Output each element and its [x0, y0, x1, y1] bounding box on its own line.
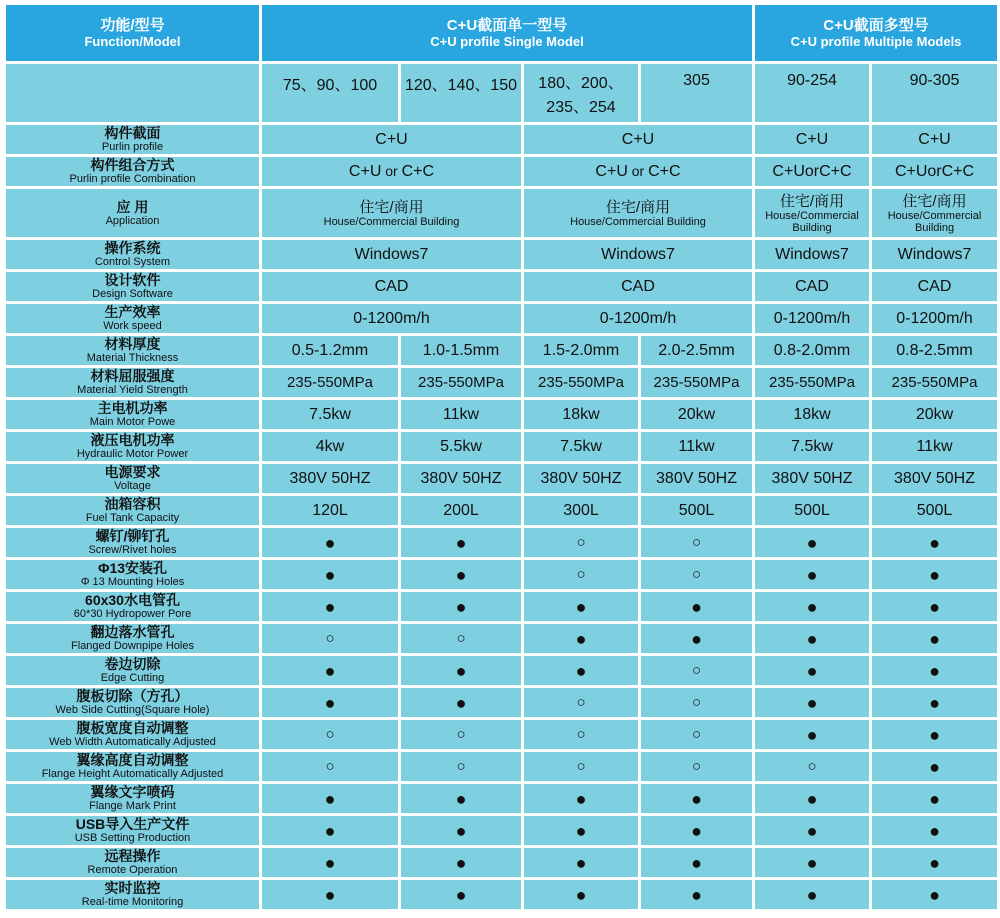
- value-cell: 4kw: [262, 432, 398, 461]
- value-cell: [872, 189, 997, 237]
- feature-row: [6, 848, 997, 877]
- row-label: [6, 560, 259, 589]
- filled-dot-icon: ●: [262, 560, 398, 589]
- function-model-cn: 功能/型号: [100, 17, 165, 34]
- filled-dot-icon: ●: [872, 784, 997, 813]
- value-cell: 2.0-2.5mm: [641, 336, 752, 365]
- filled-dot-icon: ●: [872, 720, 997, 749]
- models-row: [6, 64, 997, 122]
- label-en: Material Yield Strength: [77, 384, 188, 396]
- filled-dot-icon: ●: [262, 688, 398, 717]
- row-label: [6, 336, 259, 365]
- row-label: [6, 304, 259, 333]
- label-en: Purlin profile Combination: [69, 173, 196, 185]
- label-en: Flange Mark Print: [89, 800, 176, 812]
- label-cn: 生产效率: [104, 304, 161, 320]
- value-cell: 380V 50HZ: [401, 464, 521, 493]
- filled-dot-icon: ●: [524, 816, 638, 845]
- filled-dot-icon: ●: [401, 816, 521, 845]
- value-cn: 住宅/商用: [359, 198, 424, 216]
- spec-row-thickness: [6, 336, 997, 365]
- single-model-en: C+U profile Single Model: [430, 34, 584, 49]
- row-label: [6, 272, 259, 301]
- value-cell: 500L: [755, 496, 869, 525]
- filled-dot-icon: ●: [755, 880, 869, 909]
- value-cell: 235-550MPa: [872, 368, 997, 397]
- value-cell: 5.5kw: [401, 432, 521, 461]
- value-cell: 18kw: [524, 400, 638, 429]
- filled-dot-icon: ●: [755, 528, 869, 557]
- filled-dot-icon: ●: [872, 560, 997, 589]
- filled-dot-icon: ●: [872, 880, 997, 909]
- filled-dot-icon: ●: [401, 560, 521, 589]
- value-cell: 235-550MPa: [524, 368, 638, 397]
- filled-dot-icon: ●: [401, 592, 521, 621]
- open-circle-icon: ○: [641, 560, 752, 589]
- filled-dot-icon: ●: [755, 592, 869, 621]
- model-cell: 305: [641, 64, 752, 122]
- feature-row: [6, 592, 997, 621]
- value-cell: 0.8-2.5mm: [872, 336, 997, 365]
- filled-dot-icon: ●: [872, 816, 997, 845]
- feature-row: [6, 624, 997, 653]
- open-circle-icon: ○: [401, 752, 521, 781]
- open-circle-icon: ○: [401, 720, 521, 749]
- feature-row: [6, 560, 997, 589]
- row-label: [6, 656, 259, 685]
- filled-dot-icon: ●: [524, 592, 638, 621]
- label-cn: 卷边切除: [104, 656, 161, 672]
- label-en: Work speed: [103, 320, 162, 332]
- value-cell: 20kw: [872, 400, 997, 429]
- open-circle-icon: ○: [641, 688, 752, 717]
- value-cell: 11kw: [401, 400, 521, 429]
- spec-row-yield: [6, 368, 997, 397]
- filled-dot-icon: ●: [262, 592, 398, 621]
- value-cell: C+U: [524, 125, 752, 154]
- filled-dot-icon: ●: [641, 848, 752, 877]
- spec-row-main-motor: [6, 400, 997, 429]
- value-cn: 住宅/商用: [902, 192, 967, 210]
- label-cn: 翼缘文字喷码: [90, 784, 175, 800]
- spec-row-control: [6, 240, 997, 269]
- open-circle-icon: ○: [755, 752, 869, 781]
- filled-dot-icon: ●: [755, 720, 869, 749]
- value-cell: 380V 50HZ: [641, 464, 752, 493]
- value-cell: 0.8-2.0mm: [755, 336, 869, 365]
- label-cn: 应 用: [116, 198, 149, 215]
- label-cn: 腹板切除（方孔）: [76, 688, 189, 704]
- filled-dot-icon: ●: [641, 880, 752, 909]
- value-cell: 380V 50HZ: [755, 464, 869, 493]
- value-cell: 380V 50HZ: [262, 464, 398, 493]
- value-cell: 500L: [641, 496, 752, 525]
- filled-dot-icon: ●: [262, 816, 398, 845]
- open-circle-icon: ○: [401, 624, 521, 653]
- row-label: [6, 880, 259, 909]
- label-cn: USB导入生产文件: [75, 816, 190, 832]
- value-cell: CAD: [524, 272, 752, 301]
- value-cell: 20kw: [641, 400, 752, 429]
- feature-row: [6, 656, 997, 685]
- feature-row: [6, 720, 997, 749]
- filled-dot-icon: ●: [755, 816, 869, 845]
- value-en: House/Commercial Building: [887, 209, 982, 234]
- multi-model-en: C+U profile Multiple Models: [790, 34, 962, 49]
- row-label: [6, 125, 259, 154]
- value-cell: CAD: [262, 272, 521, 301]
- filled-dot-icon: ●: [524, 880, 638, 909]
- label-en: Design Software: [92, 288, 173, 300]
- label-en: Screw/Rivet holes: [88, 544, 177, 556]
- label-en: Flanged Downpipe Holes: [71, 640, 194, 652]
- filled-dot-icon: ●: [641, 816, 752, 845]
- feature-row: [6, 752, 997, 781]
- label-cn: 远程操作: [104, 848, 161, 864]
- spec-row-fuel: [6, 496, 997, 525]
- label-cn: 材料屈服强度: [90, 368, 175, 384]
- filled-dot-icon: ●: [262, 784, 398, 813]
- open-circle-icon: ○: [262, 752, 398, 781]
- label-en: Application: [105, 214, 160, 227]
- filled-dot-icon: ●: [872, 624, 997, 653]
- label-cn: 设计软件: [104, 272, 161, 288]
- row-label: [6, 752, 259, 781]
- spec-row-hyd-motor: [6, 432, 997, 461]
- value-cell: [262, 189, 521, 237]
- filled-dot-icon: ●: [524, 624, 638, 653]
- row-label: [6, 784, 259, 813]
- filled-dot-icon: ●: [524, 848, 638, 877]
- label-en: Material Thickness: [86, 352, 179, 364]
- value-cell: 500L: [872, 496, 997, 525]
- value-cell: 18kw: [755, 400, 869, 429]
- open-circle-icon: ○: [641, 752, 752, 781]
- open-circle-icon: ○: [524, 560, 638, 589]
- open-circle-icon: ○: [524, 752, 638, 781]
- label-en: Φ 13 Mounting Holes: [80, 576, 185, 588]
- filled-dot-icon: ●: [872, 656, 997, 685]
- spec-table: [3, 2, 1000, 912]
- single-model-cn: C+U截面单一型号: [446, 17, 568, 34]
- header-row: [6, 5, 997, 61]
- single-model-header: [262, 5, 752, 61]
- filled-dot-icon: ●: [755, 688, 869, 717]
- label-cn: 60x30水电管孔: [85, 592, 180, 608]
- value-cell: C+U: [872, 125, 997, 154]
- filled-dot-icon: ●: [872, 688, 997, 717]
- spec-row-application: [6, 189, 997, 237]
- spec-row-software: [6, 272, 997, 301]
- row-label: [6, 157, 259, 186]
- filled-dot-icon: ●: [755, 784, 869, 813]
- row-label: [6, 240, 259, 269]
- filled-dot-icon: ●: [755, 848, 869, 877]
- label-cn: 腹板宽度自动调整: [76, 720, 189, 736]
- filled-dot-icon: ●: [872, 752, 997, 781]
- value-cell: 235-550MPa: [262, 368, 398, 397]
- value-cell: 1.0-1.5mm: [401, 336, 521, 365]
- spec-row-speed: [6, 304, 997, 333]
- label-cn: 操作系统: [104, 240, 161, 256]
- filled-dot-icon: ●: [401, 656, 521, 685]
- value-cell: 380V 50HZ: [872, 464, 997, 493]
- label-cn: 构件截面: [104, 125, 161, 141]
- feature-row: [6, 816, 997, 845]
- value-cell: [262, 157, 521, 186]
- filled-dot-icon: ●: [262, 848, 398, 877]
- filled-dot-icon: ●: [401, 848, 521, 877]
- label-cn: 翻边落水管孔: [90, 624, 175, 640]
- value-cn: 住宅/商用: [779, 192, 845, 210]
- label-cn: 主电机功率: [97, 400, 168, 416]
- filled-dot-icon: ●: [524, 656, 638, 685]
- value-cell: C+U: [262, 125, 521, 154]
- value-part: C+U: [348, 162, 382, 180]
- value-cell: 200L: [401, 496, 521, 525]
- value-cell: CAD: [755, 272, 869, 301]
- filled-dot-icon: ●: [872, 592, 997, 621]
- value-cell: 0.5-1.2mm: [262, 336, 398, 365]
- value-cell: 235-550MPa: [401, 368, 521, 397]
- filled-dot-icon: ●: [401, 784, 521, 813]
- value-part: C+C: [401, 162, 435, 180]
- label-en: Purlin profile: [101, 141, 164, 153]
- filled-dot-icon: ●: [262, 528, 398, 557]
- row-label: [6, 432, 259, 461]
- value-cell: 0-1200m/h: [872, 304, 997, 333]
- label-cn: Φ13安装孔: [97, 560, 168, 576]
- label-cn: 电源要求: [104, 464, 161, 480]
- value-cell: 7.5kw: [262, 400, 398, 429]
- label-en: Fuel Tank Capacity: [85, 512, 180, 524]
- value-en: House/Commercial Building: [570, 215, 706, 228]
- value-cell: C+UorC+C: [872, 157, 997, 186]
- value-part: or: [385, 162, 398, 179]
- label-cn: 油箱容积: [104, 496, 161, 512]
- open-circle-icon: ○: [524, 688, 638, 717]
- value-cn: 住宅/商用: [605, 198, 671, 216]
- value-cell: 0-1200m/h: [755, 304, 869, 333]
- label-en: Remote Operation: [87, 864, 178, 876]
- model-cell: 120、140、150: [401, 64, 521, 122]
- label-cn: 构件组合方式: [90, 157, 175, 173]
- open-circle-icon: ○: [641, 720, 752, 749]
- feature-row: [6, 688, 997, 717]
- function-model-en: Function/Model: [84, 34, 181, 49]
- value-cell: 7.5kw: [755, 432, 869, 461]
- label-en: Main Motor Powe: [89, 416, 176, 428]
- feature-row: [6, 784, 997, 813]
- label-en: Real-time Monitoring: [81, 896, 184, 908]
- row-label: [6, 400, 259, 429]
- label-cn: 实时监控: [104, 880, 161, 896]
- value-cell: 7.5kw: [524, 432, 638, 461]
- filled-dot-icon: ●: [524, 784, 638, 813]
- row-label: [6, 368, 259, 397]
- value-part: or: [631, 162, 645, 179]
- value-cell: C+UorC+C: [755, 157, 869, 186]
- value-cell: 0-1200m/h: [262, 304, 521, 333]
- value-cell: 120L: [262, 496, 398, 525]
- filled-dot-icon: ●: [641, 624, 752, 653]
- filled-dot-icon: ●: [401, 688, 521, 717]
- open-circle-icon: ○: [524, 720, 638, 749]
- filled-dot-icon: ●: [401, 880, 521, 909]
- value-en: House/Commercial Building: [765, 209, 859, 234]
- label-en: Flange Height Automatically Adjusted: [41, 768, 224, 780]
- value-cell: Windows7: [262, 240, 521, 269]
- label-cn: 材料厚度: [104, 336, 161, 352]
- filled-dot-icon: ●: [401, 528, 521, 557]
- label-en: Edge Cutting: [100, 672, 165, 684]
- value-cell: 235-550MPa: [641, 368, 752, 397]
- value-cell: [755, 189, 869, 237]
- value-cell: 235-550MPa: [755, 368, 869, 397]
- row-label: [6, 464, 259, 493]
- feature-row: [6, 528, 997, 557]
- row-label: [6, 816, 259, 845]
- label-en: 60*30 Hydropower Pore: [73, 608, 192, 620]
- spec-row-combination: [6, 157, 997, 186]
- open-circle-icon: ○: [641, 656, 752, 685]
- open-circle-icon: ○: [262, 624, 398, 653]
- label-en: Control System: [94, 256, 171, 268]
- model-cell: 90-305: [872, 64, 997, 122]
- open-circle-icon: ○: [262, 720, 398, 749]
- row-label: [6, 189, 259, 237]
- label-en: Voltage: [114, 480, 151, 492]
- label-cn: 螺钉/铆钉孔: [95, 528, 170, 544]
- row-label: [6, 624, 259, 653]
- value-cell: Windows7: [755, 240, 869, 269]
- model-cell: 75、90、100: [262, 64, 398, 122]
- filled-dot-icon: ●: [872, 528, 997, 557]
- feature-row: [6, 880, 997, 909]
- value-cell: Windows7: [872, 240, 997, 269]
- row-label: [6, 592, 259, 621]
- filled-dot-icon: ●: [755, 624, 869, 653]
- filled-dot-icon: ●: [641, 784, 752, 813]
- label-en: Web Width Automatically Adjusted: [49, 736, 216, 748]
- spec-row-purlin-profile: [6, 125, 997, 154]
- filled-dot-icon: ●: [262, 880, 398, 909]
- filled-dot-icon: ●: [755, 560, 869, 589]
- value-cell: 300L: [524, 496, 638, 525]
- label-cn: 翼缘高度自动调整: [76, 752, 189, 768]
- model-cell: 90-254: [755, 64, 869, 122]
- function-model-header: [6, 5, 259, 61]
- filled-dot-icon: ●: [872, 848, 997, 877]
- open-circle-icon: ○: [641, 528, 752, 557]
- value-cell: CAD: [872, 272, 997, 301]
- row-label: [6, 528, 259, 557]
- label-en: Hydraulic Motor Power: [76, 448, 189, 460]
- row-label: [6, 848, 259, 877]
- value-part: C+C: [648, 162, 681, 180]
- row-label: [6, 688, 259, 717]
- model-cell: 180、200、 235、254: [524, 64, 638, 122]
- filled-dot-icon: ●: [262, 656, 398, 685]
- filled-dot-icon: ●: [755, 656, 869, 685]
- value-cell: 11kw: [641, 432, 752, 461]
- value-part: C+U: [595, 162, 628, 180]
- label-en: USB Setting Production: [74, 832, 191, 844]
- value-en: House/Commercial Building: [323, 215, 460, 228]
- row-label: [6, 496, 259, 525]
- models-label-cell: [6, 64, 259, 122]
- value-cell: [524, 157, 752, 186]
- label-en: Web Side Cutting(Square Hole): [55, 704, 210, 716]
- value-cell: 0-1200m/h: [524, 304, 752, 333]
- spec-row-voltage: [6, 464, 997, 493]
- value-cell: Windows7: [524, 240, 752, 269]
- value-cell: C+U: [755, 125, 869, 154]
- open-circle-icon: ○: [524, 528, 638, 557]
- value-cell: [524, 189, 752, 237]
- value-cell: 1.5-2.0mm: [524, 336, 638, 365]
- multi-model-header: [755, 5, 997, 61]
- label-cn: 液压电机功率: [90, 432, 175, 448]
- filled-dot-icon: ●: [641, 592, 752, 621]
- value-cell: 11kw: [872, 432, 997, 461]
- multi-model-cn: C+U截面多型号: [823, 17, 929, 34]
- value-cell: 380V 50HZ: [524, 464, 638, 493]
- row-label: [6, 720, 259, 749]
